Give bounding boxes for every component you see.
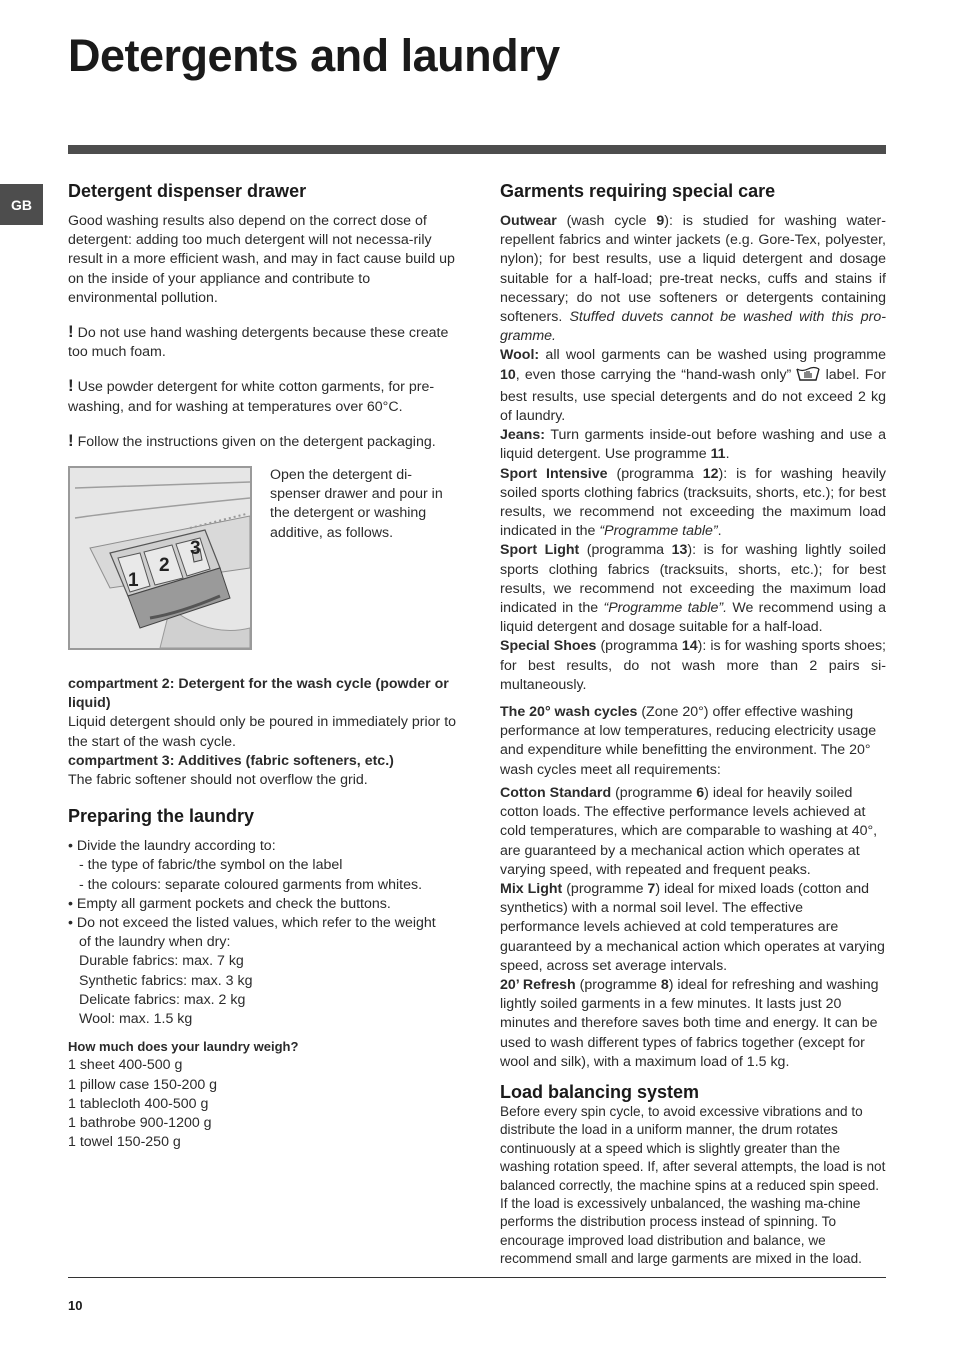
list-item: • Divide the laundry according to: xyxy=(68,838,276,855)
list-item: - the colours: separate coloured garments from whites. xyxy=(79,876,423,893)
warning-note: ! Use powder detergent for white cotton garments, for pre-washing, and for washing at temperatures over 60°C. xyxy=(68,376,435,415)
list-item: - the type of fabric/the symbol on the label xyxy=(79,857,343,874)
list-item: Synthetic fabrics: max. 3 kg xyxy=(79,972,253,989)
load-balancing-text: Before every spin cycle, to avoid excessive vibrations and to distribute the load in a uniform manner, the drum rotates continuously at a speed which is slightly greater than the washing rotation speed. If, after several attempts, the load is not balanced correctly, the machine spins at a reduced spin speed. If the load is excessively unbalanced, the washing ma-chine performs the distribution process instead of spinning. To encourage improved load distribution and balance, we recommend small and large garments are mixed in the load. xyxy=(500,1103,886,1267)
preparing-list xyxy=(68,837,458,1029)
refresh-paragraph: 20’ Refresh (programme 8) ideal for refreshing and washing lightly soiled garments in a few minutes. It lasts just 20 minutes and therefore saves both time and energy. It can be used to wash different types of fabrics together (except for wool and silk), with a maximum load of 1.5 kg. xyxy=(500,976,879,1070)
list-item: of the laundry when dry: xyxy=(79,934,231,951)
compartment-label-2: 2 xyxy=(159,555,170,577)
list-item: 1 tablecloth 400-500 g xyxy=(68,1095,209,1112)
compartment-3-text: The fabric softener should not overflow the grid. xyxy=(68,772,368,789)
list-item: • Do not exceed the listed values, which refer to the weight xyxy=(68,915,436,932)
weight-question: How much does your laundry weigh? xyxy=(68,1039,299,1055)
warning-note: ! Follow the instructions given on the detergent packaging. xyxy=(68,430,436,450)
warning-icon: ! xyxy=(68,322,74,342)
compartment-label-3: 3 xyxy=(190,538,201,560)
cotton-standard-paragraph: Cotton Standard (programme 6) ideal for heavily soiled cotton loads. The effective performance levels achieved at cold temperatures, which are comparable to washing at 40°, are guaranteed by a mechanical action which operates at varying speed, with repeated and frequent peaks. xyxy=(500,784,878,878)
language-tab: GB xyxy=(0,184,43,225)
list-item: Delicate fabrics: max. 2 kg xyxy=(79,991,246,1008)
list-item: Durable fabrics: max. 7 kg xyxy=(79,953,244,970)
hand-wash-icon xyxy=(796,366,820,388)
sport-light-paragraph: Sport Light (programma 13): is for washing lightly soiled sports clothing fabrics (tracksuits, shorts, etc.); for best results, we recommend not exceeding the maximum load indicated in the “Programme table”. We recommend using a liquid detergent and dosage suitable for a half-load. xyxy=(500,542,886,636)
compartment-2-text: Liquid detergent should only be poured in immediately prior to the start of the wash cycle. xyxy=(68,714,457,750)
footer-rule xyxy=(68,1277,886,1278)
dispenser-figure-row xyxy=(68,466,458,650)
right-column xyxy=(500,180,886,1269)
sport-intensive-paragraph: Sport Intensive (programma 12): is for washing heavily soiled sports clothing fabrics (tracksuits, shorts, etc.); for best results, we recommend not exceeding the maximum load indicated in the “Programme table”. xyxy=(500,465,886,540)
load-balancing-heading: Load balancing system xyxy=(500,1081,700,1102)
special-shoes-paragraph: Special Shoes (programma 14): is for washing sports shoes; for best results, do not wash more than 2 pairs si-multaneously. xyxy=(500,638,887,693)
mix-light-paragraph: Mix Light (programme 7) ideal for mixed loads (cotton and synthetics) with a normal soil level. The effective performance levels achieved at cold temperatures are guaranteed by a mechanical action which operates at varying speed, across set average intervals. xyxy=(500,880,885,974)
list-item: 1 pillow case 150-200 g xyxy=(68,1076,218,1093)
dispenser-heading: Detergent dispenser drawer xyxy=(68,181,307,201)
list-item: Wool: max. 1.5 kg xyxy=(79,1011,193,1028)
page-number: 10 xyxy=(68,1298,83,1313)
header-rule xyxy=(68,145,886,154)
list-item: • Empty all garment pockets and check the buttons. xyxy=(68,895,391,912)
outwear-paragraph: Outwear (wash cycle 9): is studied for washing water-repellent fabrics and winter jackets (e.g. Gore-Tex, polyester, nylon); for best results, use a liquid detergent and dosage suitable for a half-load; pre-treat necks, cuffs and stains if necessary; do not use softeners or detergents containing softeners. Stuffed duvets cannot be washed with this pro-gramme. xyxy=(500,213,887,345)
warning-note: ! Do not use hand washing detergents because these create too much foam. xyxy=(68,322,449,361)
compartment-label-1: 1 xyxy=(128,570,139,592)
compartment-2-title: compartment 2: Detergent for the wash cycle (powder or liquid) xyxy=(68,676,449,712)
preparing-heading: Preparing the laundry xyxy=(68,806,255,827)
list-item: 1 towel 150-250 g xyxy=(68,1134,181,1151)
dispenser-drawer-illustration xyxy=(68,466,252,650)
page-title: Detergents and laundry xyxy=(68,30,560,81)
compartment-3-title: compartment 3: Additives (fabric softeners, etc.) xyxy=(68,752,394,769)
figure-caption: Open the detergent di-spenser drawer and pour in the detergent or washing additive, as follows. xyxy=(270,467,443,541)
jeans-paragraph: Jeans: Turn garments inside-out before washing and use a liquid detergent. Use programme 11. xyxy=(500,427,886,463)
left-column xyxy=(68,180,458,1153)
dispenser-intro: Good washing results also depend on the correct dose of detergent: adding too much detergent will not necessa-rily result in a more efficient wash, and may in fact cause build up on the inside of your appliance and contribute to environmental pollution. xyxy=(68,213,455,306)
wool-paragraph: Wool: all wool garments can be washed using programme 10, even those carrying the “hand-wash only” label. For best results, use special detergents and do not exceed 2 kg of laundry. xyxy=(500,347,886,425)
weights-list xyxy=(68,1056,458,1152)
warning-icon: ! xyxy=(68,430,74,450)
special-care-heading: Garments requiring special care xyxy=(500,181,776,201)
list-item: 1 bathrobe 900-1200 g xyxy=(68,1115,212,1132)
twenty-degree-paragraph: The 20° wash cycles (Zone 20°) offer effective washing performance at low temperatures, reducing electricity usage and expenditure while benefitting the environment. The 20° wash cycles meet all requirements: xyxy=(500,704,877,778)
warning-icon: ! xyxy=(68,376,74,396)
list-item: 1 sheet 400-500 g xyxy=(68,1057,183,1074)
